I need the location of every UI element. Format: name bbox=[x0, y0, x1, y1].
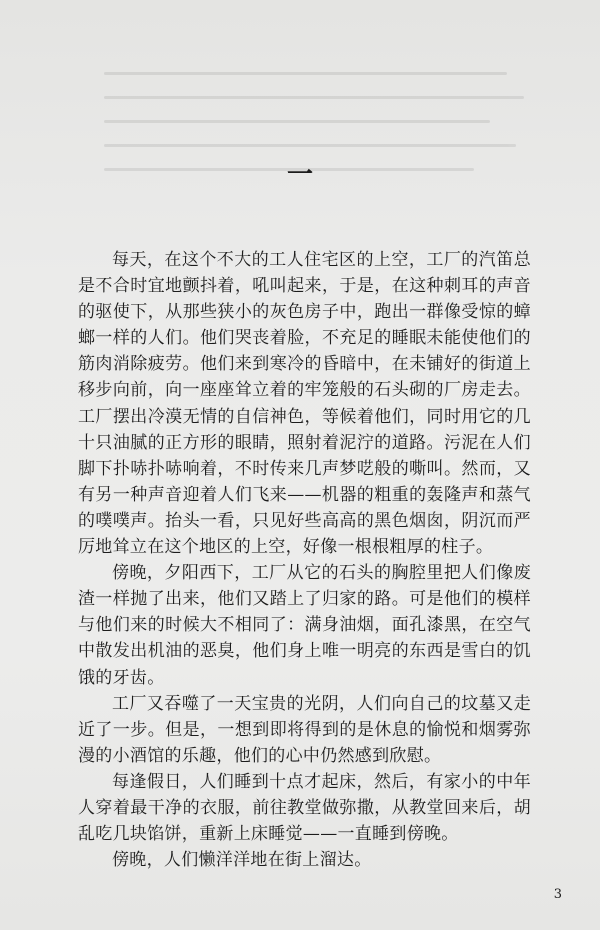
paragraph: 傍晚，人们懒洋洋地在街上溜达。 bbox=[112, 850, 372, 871]
paragraph: 每天，在这个不大的工人住宅区的上空，工厂的汽笛总是不合时宜地颤抖着，吼叫起来，于是，在这种刺耳的声音的驱使下，从那些狭小的灰色房子中，跑出一群像受惊的蟑螂一样的人们。他们哭丧着脸，不充足的睡眠未能使他们的筋肉消除疲劳。他们来到寒冷的昏暗中，在未铺好的街道上移步向前，向一座座耸立着的牢笼般的石头砌的厂房走去。工厂摆出冷漠无情的自信神色，等候着他们，同时用它的几十只油腻的正方形的眼睛，照射着泥泞的道路。污泥在人们脚下扑哧扑哧响着，不时传来几声梦呓般的嘶叫。然而，又有另一种声音迎着人们飞来——机器的粗重的轰隆声和蒸气的噗噗声。抬头一看，只见好些高高的黑色烟囱，阴沉而严厉地耸立在这个地区的上空，好像一根根粗厚的柱子。 bbox=[78, 250, 531, 558]
paragraph: 每逢假日，人们睡到十点才起床，然后，有家小的中年人穿着最干净的衣服，前往教堂做弥撒，从教堂回来后，胡乱吃几块馅饼，重新上床睡觉——一直睡到傍晚。 bbox=[78, 771, 531, 845]
body-text bbox=[78, 247, 531, 873]
paragraph: 傍晚，夕阳西下，工厂从它的石头的胸腔里把人们像废渣一样抛了出来，他们又踏上了归家的路。可是他们的模样与他们来的时候大不相同了：满身油烟，面孔漆黑，在空气中散发出机油的恶臭，他们身上唯一明亮的东西是雪白的饥饿的牙齿。 bbox=[78, 563, 531, 688]
paragraph: 工厂又吞噬了一天宝贵的光阴，人们向自己的坟墓又走近了一步。但是，一想到即将得到的是休息的愉悦和烟雾弥漫的小酒馆的乐趣，他们的心中仍然感到欣慰。 bbox=[78, 693, 531, 766]
chapter-heading: 一 bbox=[286, 160, 313, 190]
page-number: 3 bbox=[553, 887, 562, 902]
